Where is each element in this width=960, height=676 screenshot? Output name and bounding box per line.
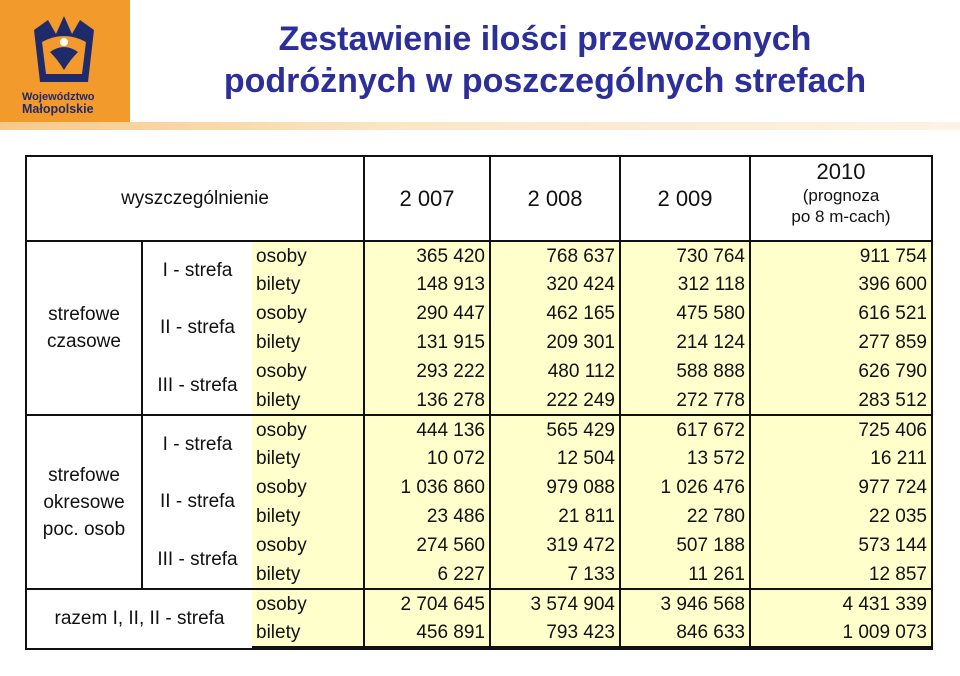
type-label: osoby [252, 299, 364, 328]
zone-label: III - strefa [157, 374, 238, 396]
forecast-note2: po 8 m-cach) [791, 207, 891, 226]
value-cell: 148 913 [364, 270, 490, 299]
value-cell: 22 035 [750, 502, 931, 531]
value-cell: 23 486 [364, 502, 490, 531]
group-label-czasowe: strefowe czasowe [27, 241, 142, 415]
zone-label: I - strefa [142, 415, 252, 473]
value-cell: 222 249 [490, 386, 620, 415]
table-row [27, 589, 931, 618]
page-title [150, 18, 940, 102]
logo-line2: Małopolskie [22, 102, 94, 116]
header-year-2009: 2 009 [620, 157, 750, 241]
value-cell: 3 946 568 [620, 589, 750, 618]
header-wyszczegolnienie: wyszczególnienie [27, 157, 364, 241]
value-cell: 979 088 [490, 473, 620, 502]
forecast-note1: (prognoza [802, 186, 880, 205]
type-label: osoby [252, 415, 364, 444]
value-cell: 768 637 [490, 241, 620, 270]
logo-line1: Województwo [22, 91, 95, 103]
value-cell: 626 790 [750, 357, 931, 386]
value-cell: 4 431 339 [750, 589, 931, 618]
value-cell: 911 754 [750, 241, 931, 270]
forecast-year: 2010 [816, 159, 866, 184]
value-cell: 312 118 [620, 270, 750, 299]
zone-label: III - strefa [157, 548, 238, 570]
logo [0, 0, 130, 128]
value-cell: 277 859 [750, 328, 931, 357]
value-cell: 725 406 [750, 415, 931, 444]
value-cell: 13 572 [620, 444, 750, 473]
value-cell: 616 521 [750, 299, 931, 328]
logo-text [22, 91, 95, 115]
value-cell: 21 811 [490, 502, 620, 531]
table-row [27, 299, 931, 328]
header-row [27, 157, 931, 241]
type-label: osoby [252, 531, 364, 560]
value-cell: 1 009 073 [750, 618, 931, 647]
group-label-okresowe: strefowe okresowe poc. osob [27, 415, 142, 589]
value-cell: 22 780 [620, 502, 750, 531]
value-cell: 396 600 [750, 270, 931, 299]
value-cell: 319 472 [490, 531, 620, 560]
value-cell: 214 124 [620, 328, 750, 357]
table-row [27, 531, 931, 560]
value-cell: 16 211 [750, 444, 931, 473]
title-line1: Zestawienie ilości przewożonych [278, 20, 812, 58]
type-label: osoby [252, 589, 364, 618]
value-cell: 3 574 904 [490, 589, 620, 618]
value-cell: 475 580 [620, 299, 750, 328]
value-cell: 365 420 [364, 241, 490, 270]
value-cell: 290 447 [364, 299, 490, 328]
malopolska-logo-icon [26, 12, 102, 90]
header-year-2008: 2 008 [490, 157, 620, 241]
value-cell: 6 227 [364, 560, 490, 589]
type-label: bilety [252, 618, 364, 647]
value-cell: 1 026 476 [620, 473, 750, 502]
value-cell: 274 560 [364, 531, 490, 560]
value-cell: 293 222 [364, 357, 490, 386]
value-cell: 456 891 [364, 618, 490, 647]
table-row [27, 473, 931, 502]
zone-label: I - strefa [162, 259, 233, 281]
value-cell: 12 857 [750, 560, 931, 589]
table-row [27, 241, 931, 270]
type-label: bilety [252, 328, 364, 357]
value-cell: 320 424 [490, 270, 620, 299]
zone-label: II - strefa [160, 317, 235, 338]
type-label: osoby [252, 473, 364, 502]
data-table [27, 157, 931, 648]
type-label: bilety [252, 270, 364, 299]
value-cell: 573 144 [750, 531, 931, 560]
value-cell: 283 512 [750, 386, 931, 415]
value-cell: 507 188 [620, 531, 750, 560]
value-cell: 10 072 [364, 444, 490, 473]
type-label: bilety [252, 502, 364, 531]
value-cell: 444 136 [364, 415, 490, 444]
type-label: bilety [252, 560, 364, 589]
value-cell: 846 633 [620, 618, 750, 647]
table-row [27, 415, 931, 444]
value-cell: 565 429 [490, 415, 620, 444]
type-label: osoby [252, 357, 364, 386]
total-label: razem I, II, II - strefa [27, 589, 252, 647]
value-cell: 209 301 [490, 328, 620, 357]
value-cell: 11 261 [620, 560, 750, 589]
value-cell: 1 036 860 [364, 473, 490, 502]
value-cell: 131 915 [364, 328, 490, 357]
value-cell: 588 888 [620, 357, 750, 386]
value-cell: 617 672 [620, 415, 750, 444]
table-row [27, 357, 931, 386]
value-cell: 12 504 [490, 444, 620, 473]
value-cell: 136 278 [364, 386, 490, 415]
zone-label: II - strefa [160, 491, 235, 512]
type-label: bilety [252, 444, 364, 473]
header-year-2010 [750, 157, 931, 241]
type-label: bilety [252, 386, 364, 415]
header-year-2007: 2 007 [364, 157, 490, 241]
decorative-stripe [0, 122, 960, 130]
value-cell: 462 165 [490, 299, 620, 328]
title-line2: podróżnych w poszczególnych strefach [223, 62, 867, 100]
value-cell: 730 764 [620, 241, 750, 270]
value-cell: 977 724 [750, 473, 931, 502]
value-cell: 272 778 [620, 386, 750, 415]
value-cell: 2 704 645 [364, 589, 490, 618]
value-cell: 793 423 [490, 618, 620, 647]
value-cell: 480 112 [490, 357, 620, 386]
type-label: osoby [252, 241, 364, 270]
value-cell: 7 133 [490, 560, 620, 589]
